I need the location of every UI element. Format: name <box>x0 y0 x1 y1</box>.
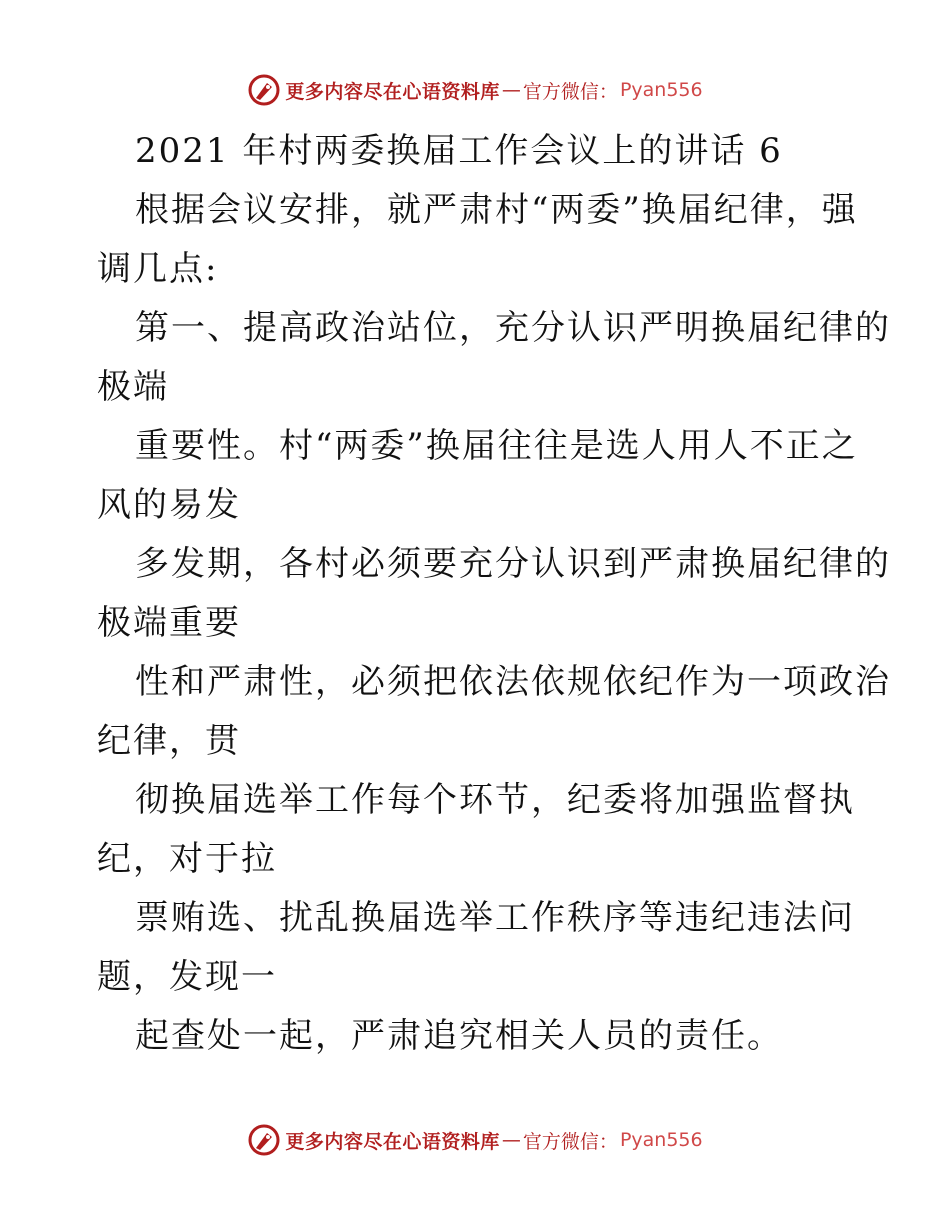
footer-watermark <box>0 1122 950 1158</box>
paragraph-line: 纪律，贯 <box>97 721 241 761</box>
paragraph-line: 起查处一起，严肃追究相关人员的责任。 <box>135 1016 783 1056</box>
paragraph-line: 题，发现一 <box>97 957 277 997</box>
watermark-wechat-label: 官方微信： <box>522 80 618 103</box>
paragraph-line: 重要性。村“两委”换届往往是选人用人不正之 <box>135 426 858 466</box>
paragraph-line: 彻换届选举工作每个环节，纪委将加强监督执 <box>135 780 855 820</box>
watermark-wechat-id: Pyan556 <box>619 79 703 101</box>
paragraph-line: 风的易发 <box>97 485 241 525</box>
paragraph-line: 性和严肃性，必须把依法依规依纪作为一项政治 <box>135 662 891 702</box>
pen-nib-logo-icon <box>247 1123 281 1157</box>
paragraph-line: 第一、提高政治站位，充分认识严明换届纪律的 <box>135 308 891 348</box>
paragraph-line: 票贿选、扰乱换届选举工作秩序等违纪违法问 <box>135 898 855 938</box>
watermark-separator: — <box>501 1129 521 1151</box>
watermark-wechat-label: 官方微信： <box>522 1130 618 1153</box>
watermark-wechat-id: Pyan556 <box>619 1129 703 1151</box>
pen-nib-logo-icon <box>247 73 281 107</box>
paragraph-line: 调几点: <box>97 249 219 289</box>
paragraph-line: 极端 <box>97 367 169 407</box>
document-body <box>97 122 891 1066</box>
watermark-separator: — <box>501 79 521 101</box>
watermark-brand-text: 更多内容尽在心语资料库 <box>285 1130 500 1153</box>
paragraph-line: 纪，对于拉 <box>97 839 277 879</box>
header-watermark <box>0 72 950 108</box>
paragraph-line: 多发期，各村必须要充分认识到严肃换届纪律的 <box>135 544 891 584</box>
paragraph-line: 极端重要 <box>97 603 241 643</box>
document-title: 2021 年村两委换届工作会议上的讲话 6 <box>135 131 783 171</box>
watermark-brand-text: 更多内容尽在心语资料库 <box>285 80 500 103</box>
paragraph-line: 根据会议安排，就严肃村“两委”换届纪律，强 <box>135 190 858 230</box>
